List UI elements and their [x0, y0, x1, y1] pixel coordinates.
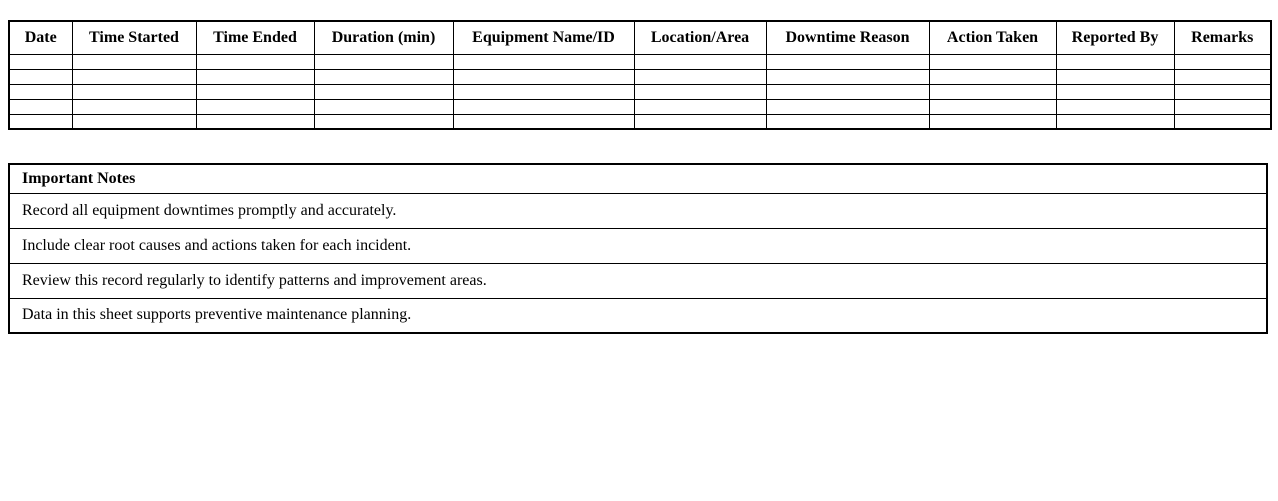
column-header-time-started: Time Started: [72, 21, 196, 54]
downtime-log-table: [8, 20, 1272, 130]
empty-cell: [453, 54, 634, 69]
note-text: Review this record regularly to identify patterns and improvement areas.: [9, 263, 1267, 298]
empty-cell: [929, 54, 1056, 69]
empty-cell: [1056, 99, 1174, 114]
empty-cell: [314, 99, 453, 114]
empty-cell: [634, 84, 766, 99]
empty-cell: [634, 69, 766, 84]
empty-cell: [1056, 69, 1174, 84]
column-header-date: Date: [9, 21, 72, 54]
empty-cell: [1174, 69, 1271, 84]
empty-cell: [196, 84, 314, 99]
empty-cell: [9, 114, 72, 129]
empty-cell: [72, 69, 196, 84]
note-row: [9, 298, 1267, 333]
empty-cell: [1056, 84, 1174, 99]
note-text: Record all equipment downtimes promptly and accurately.: [9, 193, 1267, 228]
empty-cell: [9, 84, 72, 99]
empty-cell: [9, 69, 72, 84]
empty-cell: [72, 54, 196, 69]
empty-cell: [766, 84, 929, 99]
empty-cell: [196, 99, 314, 114]
empty-log-row: [9, 84, 1271, 99]
empty-cell: [929, 69, 1056, 84]
header-row: [9, 21, 1271, 54]
column-header-remarks: Remarks: [1174, 21, 1271, 54]
notes-title-row: [9, 164, 1267, 193]
empty-cell: [634, 54, 766, 69]
empty-cell: [9, 54, 72, 69]
empty-cell: [1174, 114, 1271, 129]
empty-cell: [1174, 54, 1271, 69]
column-header-equipment-name-id: Equipment Name/ID: [453, 21, 634, 54]
note-text: Include clear root causes and actions taken for each incident.: [9, 228, 1267, 263]
important-notes-table: [8, 163, 1268, 334]
empty-cell: [929, 84, 1056, 99]
empty-cell: [766, 69, 929, 84]
empty-cell: [929, 114, 1056, 129]
notes-title: Important Notes: [9, 164, 1267, 193]
empty-log-row: [9, 99, 1271, 114]
column-header-downtime-reason: Downtime Reason: [766, 21, 929, 54]
empty-cell: [1174, 84, 1271, 99]
empty-cell: [196, 54, 314, 69]
empty-cell: [196, 114, 314, 129]
note-row: [9, 263, 1267, 298]
empty-log-row: [9, 114, 1271, 129]
empty-cell: [314, 69, 453, 84]
empty-cell: [634, 99, 766, 114]
column-header-duration: Duration (min): [314, 21, 453, 54]
empty-log-row: [9, 69, 1271, 84]
empty-cell: [1174, 99, 1271, 114]
column-header-reported-by: Reported By: [1056, 21, 1174, 54]
empty-cell: [766, 114, 929, 129]
empty-cell: [1056, 114, 1174, 129]
empty-cell: [453, 99, 634, 114]
empty-cell: [196, 69, 314, 84]
note-text: Data in this sheet supports preventive maintenance planning.: [9, 298, 1267, 333]
empty-cell: [314, 54, 453, 69]
note-row: [9, 193, 1267, 228]
empty-cell: [72, 99, 196, 114]
column-header-time-ended: Time Ended: [196, 21, 314, 54]
empty-cell: [453, 69, 634, 84]
empty-cell: [314, 84, 453, 99]
empty-cell: [72, 114, 196, 129]
empty-cell: [634, 114, 766, 129]
empty-cell: [929, 99, 1056, 114]
empty-cell: [1056, 54, 1174, 69]
column-header-action-taken: Action Taken: [929, 21, 1056, 54]
empty-cell: [72, 84, 196, 99]
empty-cell: [453, 84, 634, 99]
note-row: [9, 228, 1267, 263]
empty-cell: [9, 99, 72, 114]
column-header-location-area: Location/Area: [634, 21, 766, 54]
empty-cell: [314, 114, 453, 129]
empty-cell: [766, 99, 929, 114]
empty-cell: [766, 54, 929, 69]
empty-cell: [453, 114, 634, 129]
empty-log-row: [9, 54, 1271, 69]
